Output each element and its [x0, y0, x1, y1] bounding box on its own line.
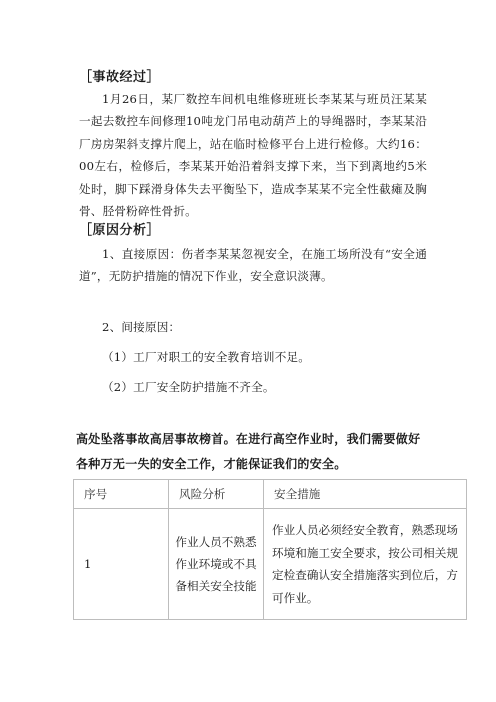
header-number: 序号: [74, 480, 169, 509]
indirect-cause-item-2: （2）工厂安全防护措施不齐全。: [102, 380, 275, 394]
summary-paragraph: 高处坠落事故高居事故榜首。在进行高空作业时，我们需要做好各种万无一失的安全工作，才能保证我们的安全。: [76, 432, 421, 471]
incident-heading: ［事故经过］: [79, 70, 161, 85]
indirect-cause-title: 2、间接原因：: [102, 320, 181, 334]
row-number-cell: 1: [74, 509, 169, 620]
cause-heading: ［原因分析］: [79, 223, 161, 238]
safety-measure-cell: 作业人员必须经安全教育，熟悉现场环境和施工安全要求，按公司相关规定检查确认安全措施落实到位后，方可作业。: [264, 509, 467, 620]
header-risk-analysis: 风险分析: [169, 480, 264, 509]
safety-measures-table: [73, 479, 467, 620]
incident-paragraph: 1月26日，某厂数控车间机电维修班班长李某某与班员汪某某一起去数控车间修理10吨龙门吊电动葫芦上的导绳器时，李某某沿厂房房架斜支撑片爬上，站在临时检修平台上进行检修。大约16：00左右，检修后，李某某开始沿着斜支撑下来，当下到离地约5米处时，脚下踩滑身体失去平衡坠下，造成李某某不完全性截瘫及胸骨、胫骨粉碎性骨折。: [79, 92, 427, 219]
table-header-row: [74, 480, 467, 509]
indirect-cause-item-1: （1）工厂对职工的安全教育培训不足。: [102, 350, 311, 364]
direct-cause-paragraph: 1、直接原因：伤者李某某忽视安全，在施工场所没有“安全通道”，无防护措施的情况下作业，安全意识淡薄。: [79, 247, 427, 284]
table-row: [74, 509, 467, 620]
header-safety-measures: 安全措施: [264, 480, 467, 509]
risk-analysis-cell: 作业人员不熟悉作业环境或不具备相关安全技能: [169, 509, 264, 620]
